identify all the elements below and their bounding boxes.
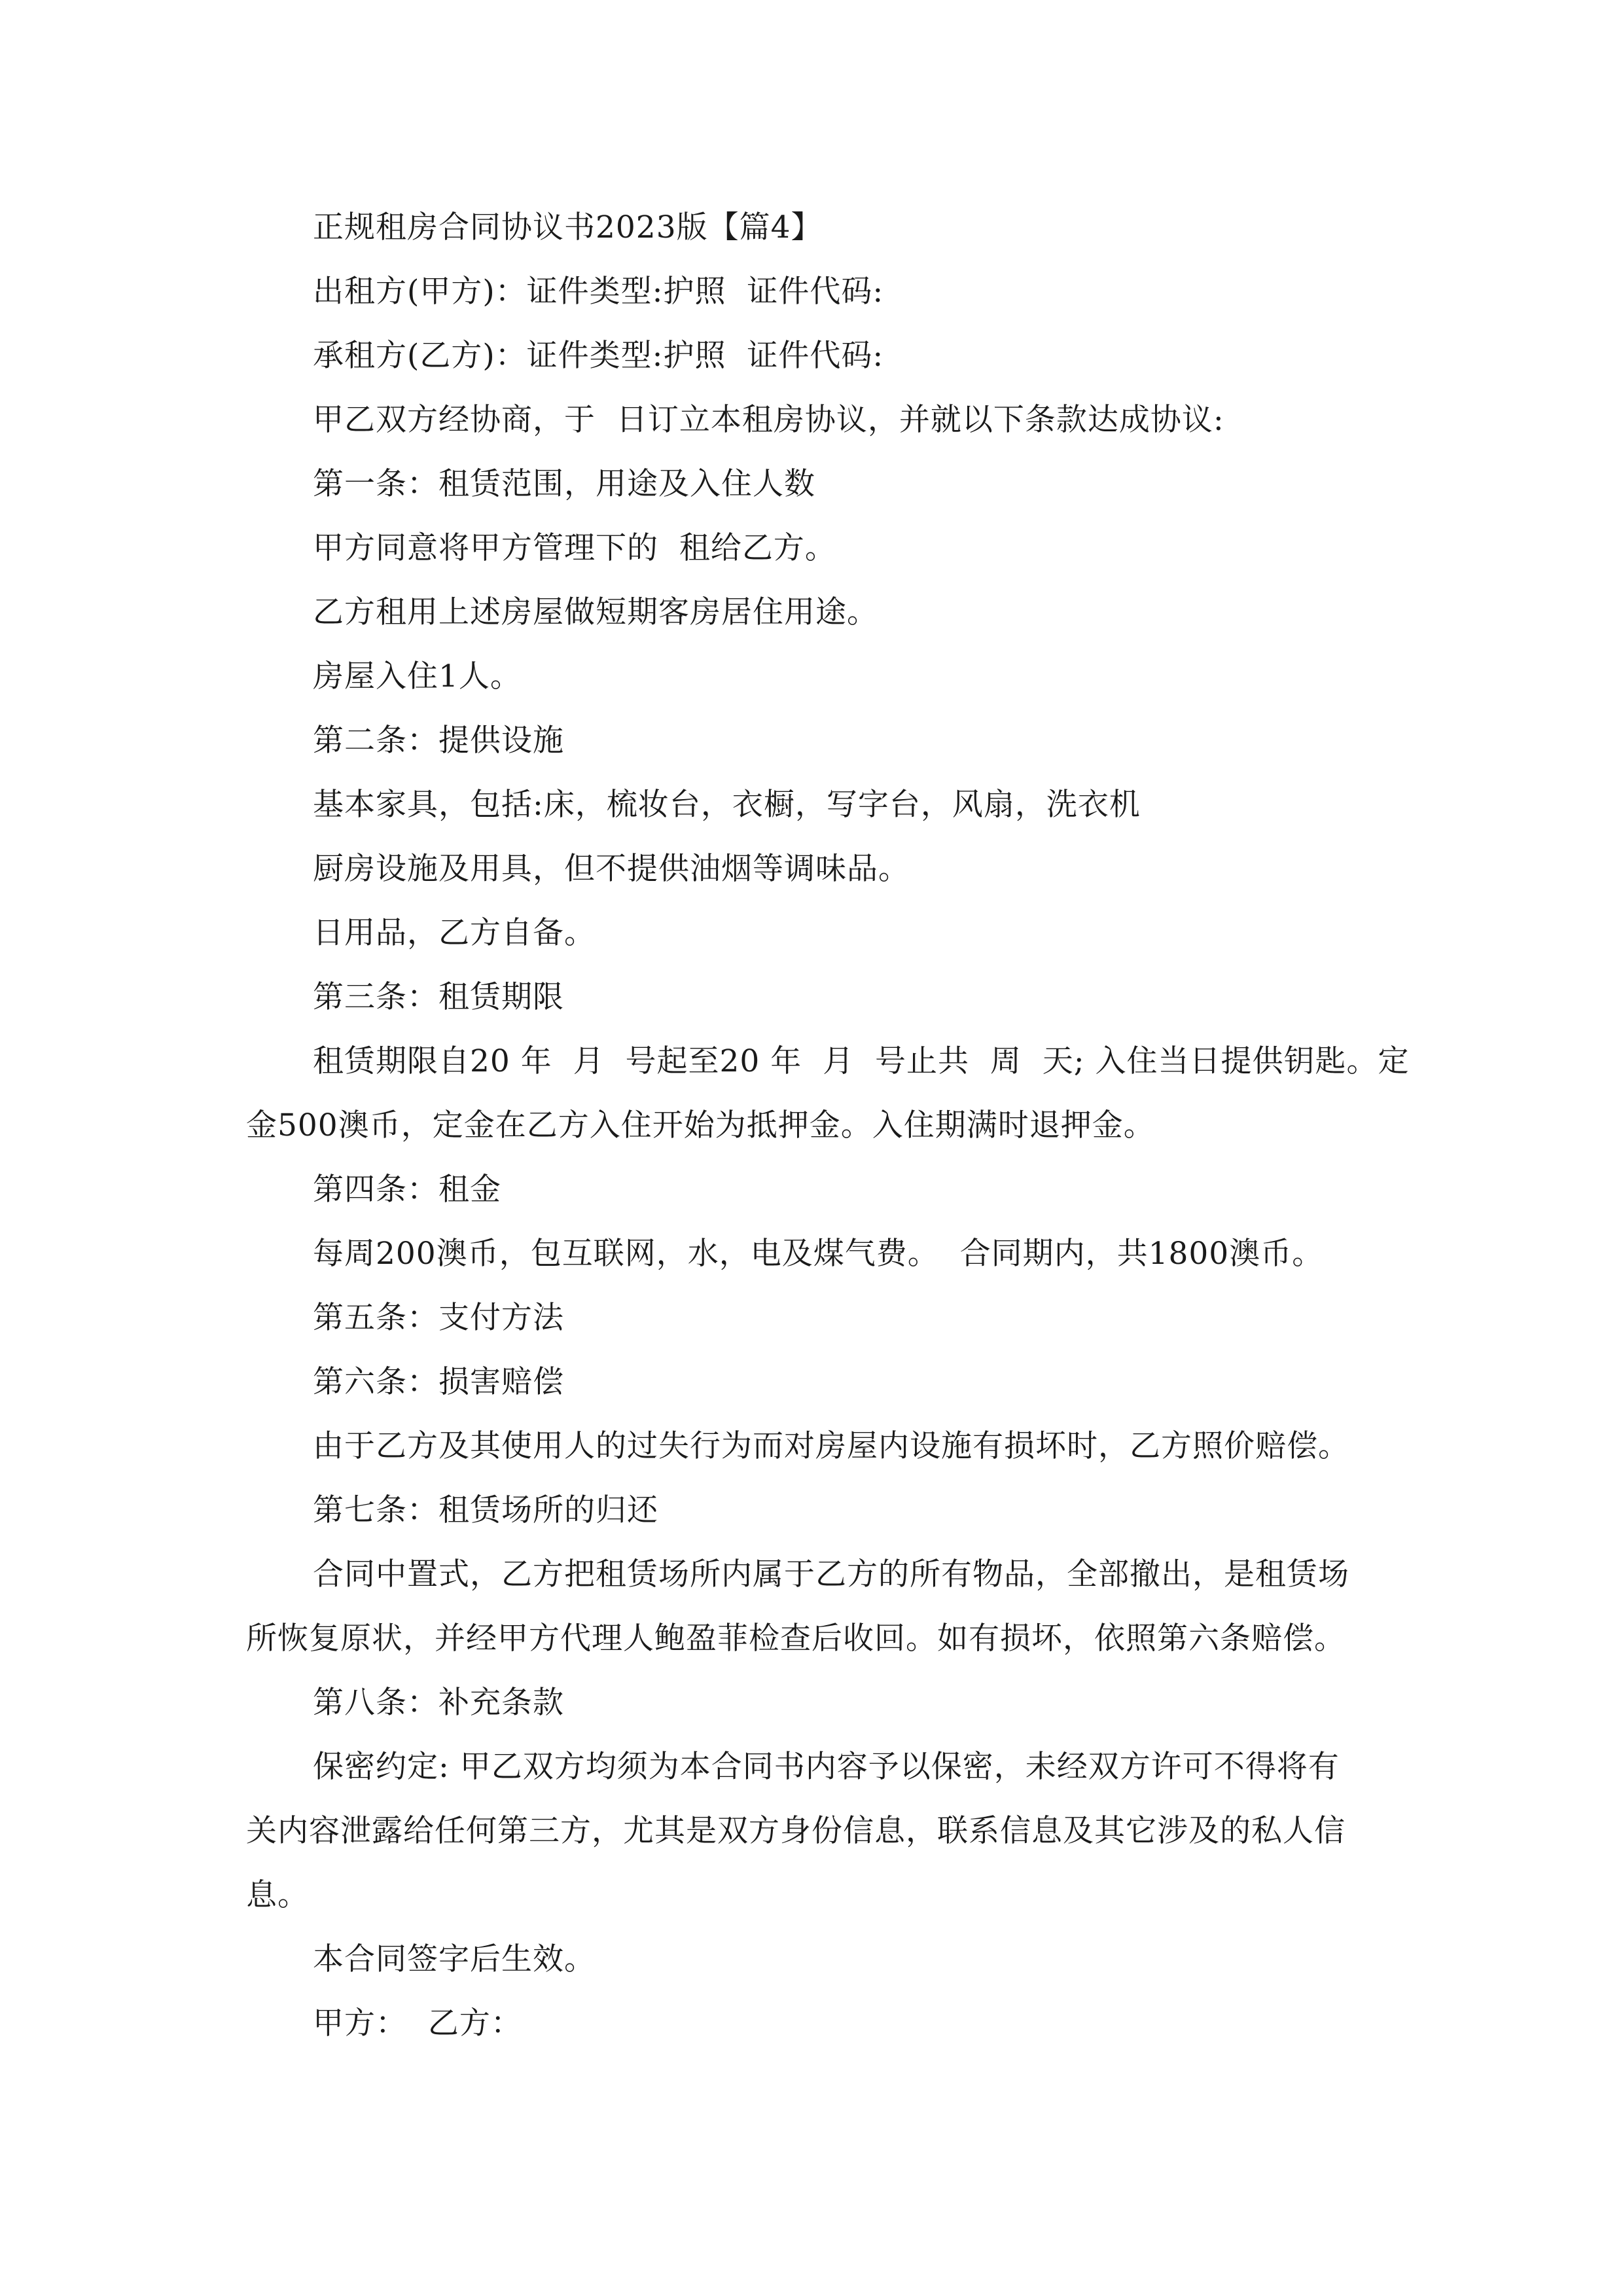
- paragraph: 厨房设施及用具，但不提供油烟等调味品。: [313, 851, 910, 887]
- paragraph: 合同中置式，乙方把租赁场所内属于乙方的所有物品，全部撤出，是租赁场: [313, 1556, 1349, 1592]
- article-4-heading: 第四条：租金: [313, 1172, 501, 1208]
- paragraph: 每周200澳币，包互联网，水，电及煤气费。 合同期内，共1800澳币。: [313, 1236, 1324, 1272]
- article-3-heading: 第三条：租赁期限: [313, 979, 564, 1015]
- article-6-heading: 第六条：损害赔偿: [313, 1364, 564, 1400]
- lessee-line: 承租方(乙方)：证件类型:护照 证件代码:: [313, 338, 884, 374]
- article-1-heading: 第一条：租赁范围，用途及入住人数: [313, 466, 815, 502]
- paragraph: 由于乙方及其使用人的过失行为而对房屋内设施有损坏时，乙方照价赔偿。: [313, 1428, 1349, 1464]
- paragraph: 房屋入住1人。: [313, 658, 522, 694]
- paragraph-continuation: 金500澳币，定金在乙方入住开始为抵押金。入住期满时退押金。: [246, 1107, 1155, 1143]
- paragraph: 基本家具，包括:床，梳妆台，衣橱，写字台，风扇，洗衣机: [313, 787, 1141, 823]
- document-title: 正规租房合同协议书2023版【篇4】: [313, 209, 823, 245]
- article-7-heading: 第七条：租赁场所的归还: [313, 1492, 658, 1528]
- paragraph: 甲方同意将甲方管理下的 租给乙方。: [313, 530, 836, 566]
- lessor-line: 出租方(甲方)：证件类型:护照 证件代码:: [313, 274, 884, 310]
- paragraph: 租赁期限自20 年 月 号起至20 年 月 号止共 周 天; 入住当日提供钥匙。定: [313, 1043, 1410, 1079]
- agreement-intro: 甲乙双方经协商，于 日订立本租房协议，并就以下条款达成协议:: [313, 402, 1224, 438]
- paragraph-continuation: 息。: [246, 1877, 309, 1913]
- article-8-heading: 第八条：补充条款: [313, 1685, 564, 1721]
- paragraph: 本合同签字后生效。: [313, 1941, 596, 1977]
- article-5-heading: 第五条：支付方法: [313, 1300, 564, 1336]
- paragraph-continuation: 关内容泄露给任何第三方，尤其是双方身份信息，联系信息及其它涉及的私人信: [246, 1813, 1346, 1849]
- paragraph: 保密约定: 甲乙双方均须为本合同书内容予以保密，未经双方许可不得将有: [313, 1749, 1340, 1785]
- signature-line: 甲方： 乙方：: [313, 2005, 522, 2041]
- article-2-heading: 第二条：提供设施: [313, 723, 564, 759]
- paragraph-continuation: 所恢复原状，并经甲方代理人鲍盈菲检查后收回。如有损坏，依照第六条赔偿。: [246, 1621, 1346, 1657]
- paragraph: 乙方租用上述房屋做短期客房居住用途。: [313, 594, 878, 630]
- paragraph: 日用品，乙方自备。: [313, 915, 596, 951]
